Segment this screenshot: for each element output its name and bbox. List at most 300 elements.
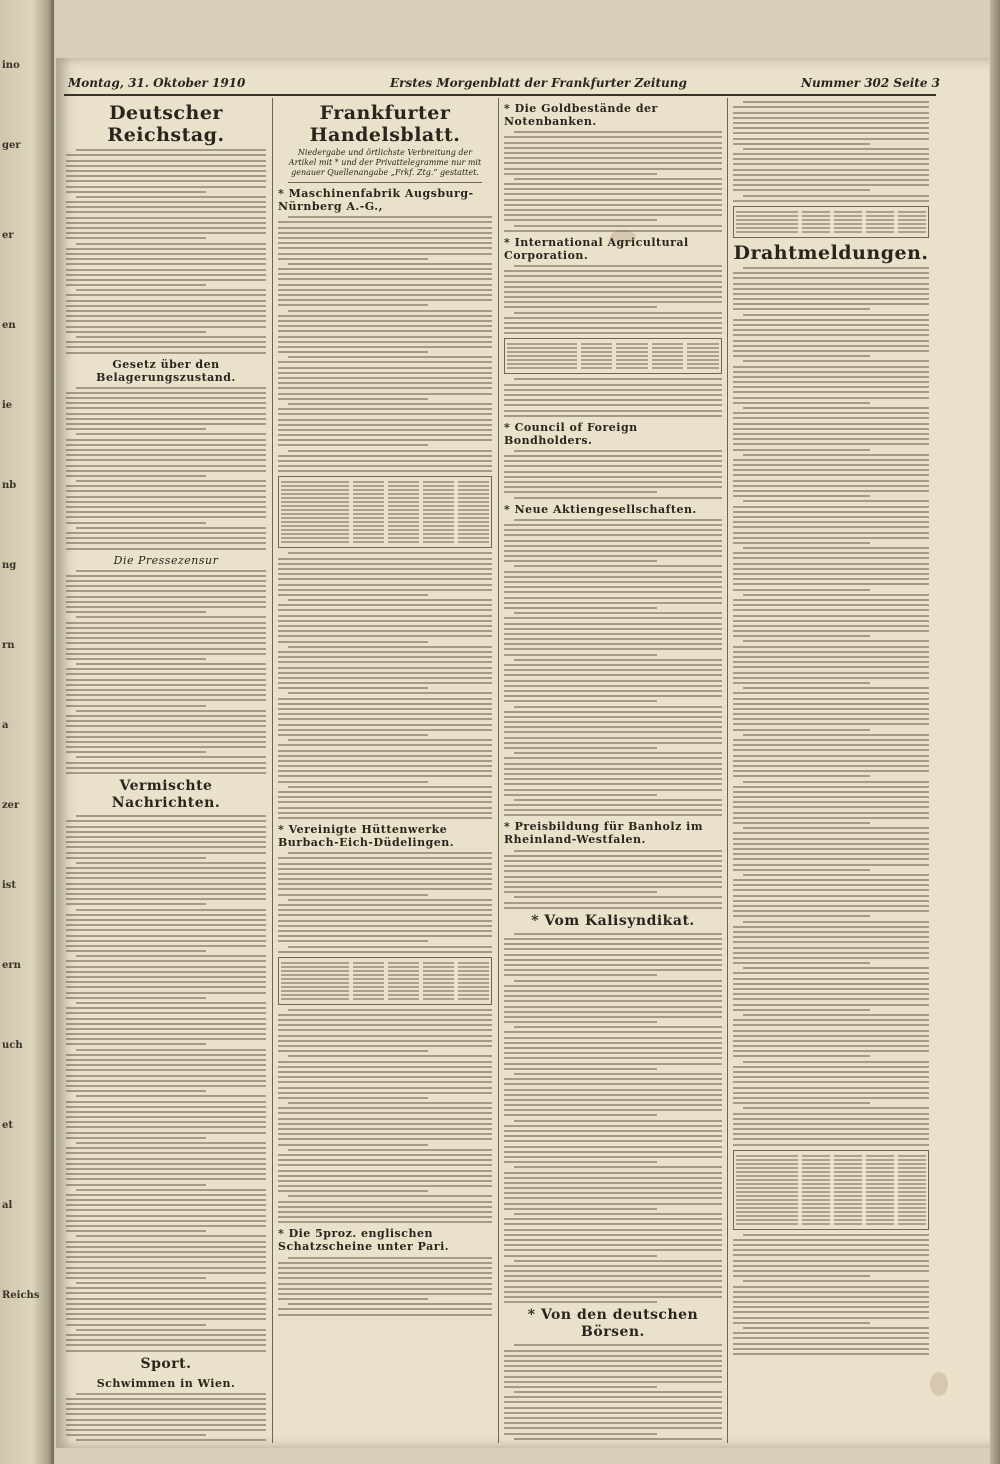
text-line xyxy=(66,248,266,250)
text-line xyxy=(504,597,722,599)
text-line xyxy=(504,742,722,744)
text-line xyxy=(66,1419,266,1421)
text-line xyxy=(743,687,929,689)
body-text xyxy=(504,131,722,232)
text-line xyxy=(504,1057,722,1059)
text-line xyxy=(733,625,929,627)
text-line xyxy=(278,734,428,736)
text-line xyxy=(504,1229,722,1231)
text-line xyxy=(76,1282,266,1284)
table-cell xyxy=(834,1159,862,1161)
text-line xyxy=(66,253,266,255)
text-line xyxy=(504,1094,722,1096)
text-line xyxy=(514,1344,722,1346)
body-text xyxy=(504,933,722,1303)
text-line xyxy=(66,772,266,774)
table-cell xyxy=(898,1171,926,1173)
text-line xyxy=(733,308,870,310)
text-line xyxy=(66,1038,266,1040)
text-line xyxy=(66,454,266,456)
text-line xyxy=(288,1009,492,1011)
table-cell xyxy=(423,533,454,535)
text-line xyxy=(504,623,722,625)
text-line xyxy=(278,578,492,580)
text-line xyxy=(66,622,266,624)
adjacent-page-text: et xyxy=(2,1120,13,1131)
text-line xyxy=(733,770,929,772)
section-rule xyxy=(288,182,482,183)
text-line xyxy=(66,186,266,188)
item-agricultural-corporation: * International Agricultural Corporation. xyxy=(504,235,689,262)
text-line xyxy=(733,812,929,814)
bank-statement-table xyxy=(733,1150,929,1230)
text-line xyxy=(66,1292,266,1294)
table-cell xyxy=(388,990,419,992)
text-line xyxy=(504,876,722,878)
text-line xyxy=(278,382,492,384)
text-line xyxy=(278,568,492,570)
text-line xyxy=(278,1019,492,1021)
text-line xyxy=(514,1391,722,1393)
text-line xyxy=(504,1021,657,1023)
text-line xyxy=(278,470,492,472)
text-line xyxy=(278,718,492,720)
text-line xyxy=(504,1104,722,1106)
table-cell xyxy=(802,1171,830,1173)
table-cell xyxy=(388,986,419,988)
text-line xyxy=(733,1301,929,1303)
text-line xyxy=(66,1152,266,1154)
text-line xyxy=(733,397,929,399)
text-line xyxy=(504,628,722,630)
adjacent-page-text: ie xyxy=(2,400,13,411)
text-line xyxy=(66,731,266,733)
table-cell xyxy=(802,1179,830,1181)
text-line xyxy=(504,560,657,562)
text-line xyxy=(66,705,206,707)
table-cell xyxy=(616,355,648,357)
text-line xyxy=(66,1054,266,1056)
table-row xyxy=(736,1207,926,1209)
table-cell xyxy=(281,533,349,535)
text-line xyxy=(733,957,929,959)
table-cell xyxy=(898,1199,926,1201)
table-cell xyxy=(581,343,613,345)
table-cell xyxy=(353,493,384,495)
table-cell xyxy=(423,982,454,984)
text-line xyxy=(76,1049,266,1051)
text-line xyxy=(76,815,266,817)
text-line xyxy=(733,1286,929,1288)
text-line xyxy=(66,154,266,156)
body-text xyxy=(504,265,722,334)
table-cell xyxy=(866,215,894,217)
text-line xyxy=(733,402,870,404)
text-line xyxy=(733,391,929,393)
text-line xyxy=(514,933,722,935)
text-line xyxy=(743,1107,929,1109)
text-line xyxy=(743,101,929,103)
table-row xyxy=(281,513,489,515)
table-row xyxy=(281,493,489,495)
text-line xyxy=(278,268,492,270)
table-cell xyxy=(802,1211,830,1213)
text-line xyxy=(66,1194,266,1196)
text-line xyxy=(278,1272,492,1274)
text-line xyxy=(514,850,722,852)
text-line xyxy=(278,1154,492,1156)
text-line xyxy=(733,682,870,684)
text-line xyxy=(733,1030,929,1032)
table-cell xyxy=(423,541,454,543)
table-cell xyxy=(736,1159,798,1161)
text-line xyxy=(733,516,929,518)
text-line xyxy=(504,1255,657,1257)
text-line xyxy=(733,143,870,145)
text-line xyxy=(66,627,266,629)
text-line xyxy=(278,1170,492,1172)
text-line xyxy=(733,288,929,290)
table-row xyxy=(507,347,719,349)
text-line xyxy=(278,708,492,710)
table-cell xyxy=(458,537,489,539)
table-cell xyxy=(898,1207,926,1209)
table-cell xyxy=(802,1187,830,1189)
table-cell xyxy=(458,485,489,487)
table-cell xyxy=(834,223,862,225)
text-line xyxy=(278,615,492,617)
table-cell xyxy=(458,962,489,964)
table-cell xyxy=(353,998,384,1000)
text-line xyxy=(278,755,492,757)
text-line xyxy=(504,136,722,138)
text-line xyxy=(66,1204,266,1206)
text-line xyxy=(278,573,492,575)
column-handelsblatt xyxy=(278,98,492,1443)
text-line xyxy=(504,204,722,206)
text-line xyxy=(504,296,722,298)
text-line xyxy=(66,501,266,503)
text-line xyxy=(733,443,929,445)
body-text xyxy=(504,450,722,499)
text-line xyxy=(733,1332,929,1334)
text-line xyxy=(278,796,492,798)
subhead-pressezensur: Die Pressezensur xyxy=(113,553,219,567)
table-cell xyxy=(802,1183,830,1185)
text-line xyxy=(743,500,929,502)
text-line xyxy=(504,943,722,945)
table-row xyxy=(736,231,926,233)
table-cell xyxy=(353,509,384,511)
table-cell xyxy=(388,970,419,972)
text-line xyxy=(743,1234,929,1236)
table-cell xyxy=(736,1187,798,1189)
text-line xyxy=(733,340,929,342)
table-cell xyxy=(687,351,719,353)
body-text xyxy=(66,1393,266,1443)
table-cell xyxy=(616,367,648,369)
text-line xyxy=(66,402,266,404)
text-line xyxy=(66,1163,266,1165)
table-cell xyxy=(507,363,577,365)
adjacent-page-edge xyxy=(0,0,54,1464)
table-row xyxy=(281,978,489,980)
text-line xyxy=(278,620,492,622)
text-line xyxy=(733,532,929,534)
text-line xyxy=(66,1344,266,1346)
text-line xyxy=(278,460,492,462)
table-cell xyxy=(898,211,926,213)
text-line xyxy=(743,267,929,269)
text-line xyxy=(504,1296,722,1298)
table-cell xyxy=(802,215,830,217)
text-line xyxy=(743,1327,929,1329)
text-line xyxy=(66,1012,266,1014)
text-line xyxy=(66,465,266,467)
text-line xyxy=(733,744,929,746)
text-line xyxy=(733,853,929,855)
text-line xyxy=(733,677,929,679)
table-row xyxy=(736,1163,926,1165)
text-line xyxy=(278,1071,492,1073)
table-cell xyxy=(388,533,419,535)
text-line xyxy=(504,581,722,583)
text-line xyxy=(504,860,722,862)
text-line xyxy=(504,1381,722,1383)
table-cell xyxy=(866,1219,894,1221)
table-cell xyxy=(898,1163,926,1165)
text-line xyxy=(504,188,722,190)
text-line xyxy=(66,1075,266,1077)
text-line xyxy=(278,1061,492,1063)
agricultural-table xyxy=(504,338,722,374)
text-line xyxy=(66,392,266,394)
text-line xyxy=(504,322,722,324)
text-line xyxy=(504,990,722,992)
text-line xyxy=(733,117,929,119)
text-line xyxy=(733,729,870,731)
text-line xyxy=(66,997,206,999)
table-cell xyxy=(866,1195,894,1197)
text-line xyxy=(504,394,722,396)
table-cell xyxy=(458,497,489,499)
text-line xyxy=(514,799,722,801)
table-cell xyxy=(898,1219,926,1221)
text-line xyxy=(504,959,722,961)
text-line xyxy=(514,131,722,133)
table-cell xyxy=(458,505,489,507)
text-line xyxy=(66,986,266,988)
text-line xyxy=(66,1339,266,1341)
text-line xyxy=(733,1123,929,1125)
text-line xyxy=(66,1043,206,1045)
text-line xyxy=(66,966,266,968)
text-line xyxy=(66,580,266,582)
table-cell xyxy=(652,347,684,349)
text-line xyxy=(743,734,929,736)
text-line xyxy=(66,211,266,213)
table-cell xyxy=(423,966,454,968)
text-line xyxy=(66,992,266,994)
text-line xyxy=(66,648,266,650)
text-line xyxy=(504,783,722,785)
text-line xyxy=(76,336,266,338)
text-line xyxy=(278,1308,492,1310)
text-line xyxy=(504,460,722,462)
text-line xyxy=(733,334,929,336)
text-line xyxy=(504,1291,722,1293)
text-line xyxy=(514,706,722,708)
text-line xyxy=(504,902,722,904)
text-line xyxy=(733,822,870,824)
text-line xyxy=(278,641,428,643)
table-cell xyxy=(281,962,349,964)
table-cell xyxy=(866,227,894,229)
text-line xyxy=(278,273,492,275)
text-line xyxy=(733,646,929,648)
table-cell xyxy=(281,517,349,519)
text-line xyxy=(504,773,722,775)
text-line xyxy=(66,699,266,701)
table-cell xyxy=(423,962,454,964)
text-line xyxy=(504,157,722,159)
table-cell xyxy=(736,1179,798,1181)
text-line xyxy=(288,739,492,741)
table-cell xyxy=(736,1211,798,1213)
text-line xyxy=(278,1314,492,1316)
table-cell xyxy=(802,1215,830,1217)
text-line xyxy=(278,558,492,560)
table-cell xyxy=(802,1223,830,1225)
text-line xyxy=(278,1092,492,1094)
text-line xyxy=(504,995,722,997)
text-line xyxy=(504,1422,722,1424)
text-line xyxy=(733,480,929,482)
text-line xyxy=(504,476,722,478)
table-row xyxy=(281,481,489,483)
table-cell xyxy=(866,219,894,221)
text-line xyxy=(504,1089,722,1091)
table-cell xyxy=(353,541,384,543)
text-line xyxy=(733,122,929,124)
text-line xyxy=(76,1002,266,1004)
text-line xyxy=(733,563,929,565)
text-line xyxy=(733,573,929,575)
text-line xyxy=(66,315,266,317)
body-text xyxy=(66,815,266,1351)
text-line xyxy=(504,389,722,391)
text-line xyxy=(504,757,722,759)
text-line xyxy=(733,169,929,171)
text-line xyxy=(66,180,266,182)
text-line xyxy=(733,132,929,134)
text-line xyxy=(76,289,266,291)
table-cell xyxy=(687,367,719,369)
text-line xyxy=(733,324,929,326)
text-line xyxy=(66,596,266,598)
table-cell xyxy=(866,1199,894,1201)
text-line xyxy=(504,291,722,293)
text-line xyxy=(76,1142,266,1144)
subhead-schwimmen: Schwimmen in Wien. xyxy=(96,1376,236,1390)
text-line xyxy=(504,168,722,170)
text-line xyxy=(504,162,722,164)
text-line xyxy=(66,496,266,498)
text-line xyxy=(733,915,870,917)
table-cell xyxy=(581,363,613,365)
table-cell xyxy=(388,485,419,487)
text-line xyxy=(288,852,492,854)
text-line xyxy=(733,1317,929,1319)
table-cell xyxy=(687,343,719,345)
table-cell xyxy=(834,1215,862,1217)
table-cell xyxy=(423,990,454,992)
text-line xyxy=(66,888,266,890)
table-row xyxy=(281,541,489,543)
text-line xyxy=(66,653,266,655)
text-line xyxy=(278,1216,492,1218)
text-line xyxy=(76,527,266,529)
text-line xyxy=(504,891,657,893)
text-line xyxy=(504,1386,657,1388)
text-line xyxy=(504,664,722,666)
adjacent-page-text: ern xyxy=(2,960,21,971)
text-line xyxy=(504,142,722,144)
table-cell xyxy=(802,1191,830,1193)
table-row xyxy=(736,1155,926,1157)
text-line xyxy=(504,1355,722,1357)
text-line xyxy=(504,1360,722,1362)
text-line xyxy=(504,886,722,888)
text-line xyxy=(66,1287,266,1289)
text-line xyxy=(733,599,929,601)
table-cell xyxy=(736,1155,798,1157)
text-line xyxy=(733,433,929,435)
text-line xyxy=(66,449,266,451)
table-cell xyxy=(898,231,926,233)
body-text xyxy=(278,1009,492,1224)
text-line xyxy=(76,756,266,758)
text-line xyxy=(733,791,929,793)
table-cell xyxy=(687,347,719,349)
text-line xyxy=(278,589,492,591)
table-cell xyxy=(281,541,349,543)
text-line xyxy=(288,899,492,901)
text-line xyxy=(66,201,266,203)
text-line xyxy=(743,148,929,150)
table-cell xyxy=(736,1163,798,1165)
text-line xyxy=(504,1083,722,1085)
text-line xyxy=(66,300,266,302)
adjacent-page-text: rn xyxy=(2,640,15,651)
text-line xyxy=(278,1180,492,1182)
text-line xyxy=(66,206,266,208)
table-cell xyxy=(736,1199,798,1201)
body-text xyxy=(504,850,722,909)
adjacent-page-text: ist xyxy=(2,880,17,891)
table-cell xyxy=(458,513,489,515)
table-cell xyxy=(388,525,419,527)
text-line xyxy=(278,765,492,767)
text-line xyxy=(504,700,657,702)
text-line xyxy=(733,106,929,108)
text-line xyxy=(66,1324,206,1326)
text-line xyxy=(733,319,929,321)
table-cell xyxy=(802,223,830,225)
text-line xyxy=(504,152,722,154)
text-line xyxy=(66,352,266,354)
text-line xyxy=(733,848,929,850)
